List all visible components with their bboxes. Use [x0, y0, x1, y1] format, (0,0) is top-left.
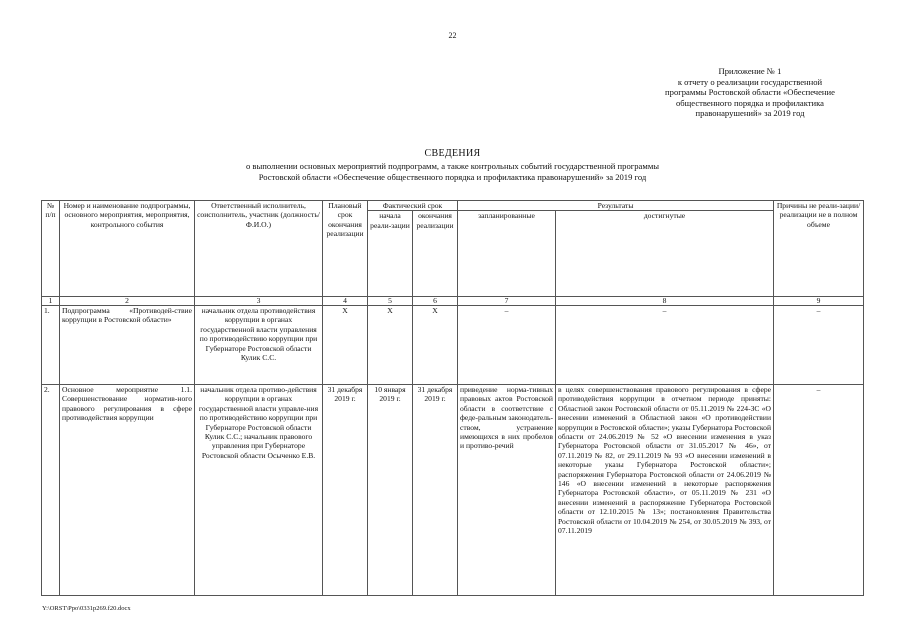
column-number: 8	[556, 297, 774, 306]
row-planned: 31 декабря 2019 г.	[323, 385, 368, 596]
row-executor: начальник отдела противо-действия коррупции в органах государственной власти управле-ния по противодействию коррупции при Губернаторе Ростовской области Кулик С.С.; начальник правового управления при Губернаторе Ростовской области Осыченко Е.В.	[195, 385, 323, 596]
row-num: 1.	[42, 306, 60, 385]
column-number: 9	[774, 297, 864, 306]
subtitle-line: Ростовской области «Обеспечение общественного порядка и профилактика правонарушений» за 2019 год	[258, 172, 647, 182]
row-fact-end: 31 декабря 2019 г.	[413, 385, 458, 596]
row-name: Подпрограмма «Противодей-ствие коррупции в Ростовской области»	[60, 306, 195, 385]
file-path-footer: Y:\ORST\Ppo\0331p269.f20.docx	[42, 605, 131, 612]
header-num: № п/п	[42, 201, 60, 297]
appendix-line: программы Ростовской области «Обеспечение	[665, 87, 835, 97]
document-subtitle	[150, 161, 755, 183]
appendix-line: к отчету о реализации государственной	[677, 76, 823, 87]
row-results-planned: –	[458, 306, 556, 385]
row-planned: Х	[323, 306, 368, 385]
report-table	[41, 200, 864, 596]
row-name: Основное мероприятие 1.1. Совершенствование норматив-ного правового регулирования в сфере противодействия коррупции	[60, 385, 195, 596]
header-results: Результаты	[458, 201, 774, 211]
column-number: 5	[368, 297, 413, 306]
header-results-achieved: достигнутые	[556, 211, 774, 297]
row-results-planned: приведение норма-тивных правовых актов Ростовской области в соответствие с феде-ральным законодатель-ством, устранение имеющихся в них пробелов и противо-речий	[458, 385, 556, 596]
column-number: 1	[42, 297, 60, 306]
row-reasons: –	[774, 306, 864, 385]
subtitle-line: о выполнении основных мероприятий подпрограмм, а также контрольных событий государственной программы	[245, 161, 660, 171]
appendix-note	[600, 66, 900, 119]
column-number: 4	[323, 297, 368, 306]
header-reasons: Причины не реали-зации/реализации не в полном объеме	[774, 201, 864, 297]
document-title: СВЕДЕНИЯ	[424, 148, 481, 159]
header-fact-start: начала реали-зации	[368, 211, 413, 297]
row-executor: начальник отдела противодействия коррупции в органах государственной власти управления по противодействию коррупции при Губернаторе Ростовской области Кулик С.С.	[195, 306, 323, 385]
column-number: 2	[60, 297, 195, 306]
table-row	[42, 385, 864, 596]
row-num: 2.	[42, 385, 60, 596]
header-fact-end: окончания реализации	[413, 211, 458, 297]
appendix-line: правонарушений» за 2019 год	[695, 108, 805, 118]
row-results-achieved: в целях совершенствования правового регулирования в сфере противодействия коррупции в отчетном периоде приняты: Областной закон Ростовской области от 05.11.2019 № 224-ЗС «О внесении изменений в Областной закон «О противодействии коррупции в Ростовской области»; указы Губернатора Ростовской области от 24.06.2019 № 52 «О внесении изменения в указ Губернатора Ростовской области от 31.05.2017 № 46», от 07.11.2019 № 82, от 29.11.2019 № 93 «О внесении изменений в некоторые указы Губернатора Ростовской области»; распоряжения Губернатора Ростовской области от 24.06.2019 № 146 «О внесении изменений в некоторые распоряжения Губернатора Ростовской области», от 05.11.2019 № 231 «О внесении изменений в распоряжение Губернатора Ростовской области от 12.10.2015 № 13»; постановления Правительства Ростовской области от 10.04.2019 № 254, от 30.05.2019 № 393, от 07.11.2019	[556, 385, 774, 596]
row-fact-start: Х	[368, 306, 413, 385]
row-fact-end: Х	[413, 306, 458, 385]
appendix-line: Приложение № 1	[718, 66, 782, 76]
header-executor: Ответственный исполнитель, соисполнитель, участник (должность/Ф.И.О.)	[195, 201, 323, 297]
page-number: 22	[448, 31, 457, 40]
column-number: 6	[413, 297, 458, 306]
header-planned-deadline: Плановый срок окончания реализации	[323, 201, 368, 297]
row-results-achieved: –	[556, 306, 774, 385]
appendix-line: общественного порядка и профилактика	[676, 97, 824, 108]
row-fact-start: 10 января 2019 г.	[368, 385, 413, 596]
column-number: 3	[195, 297, 323, 306]
table-row	[42, 306, 864, 385]
column-number-row	[42, 297, 864, 306]
header-name: Номер и наименование подпрограммы, основного мероприятия, мероприятия, контрольного события	[60, 201, 195, 297]
header-results-planned: запланированные	[458, 211, 556, 297]
row-reasons: –	[774, 385, 864, 596]
header-fact-term: Фактический срок	[368, 201, 458, 211]
column-number: 7	[458, 297, 556, 306]
